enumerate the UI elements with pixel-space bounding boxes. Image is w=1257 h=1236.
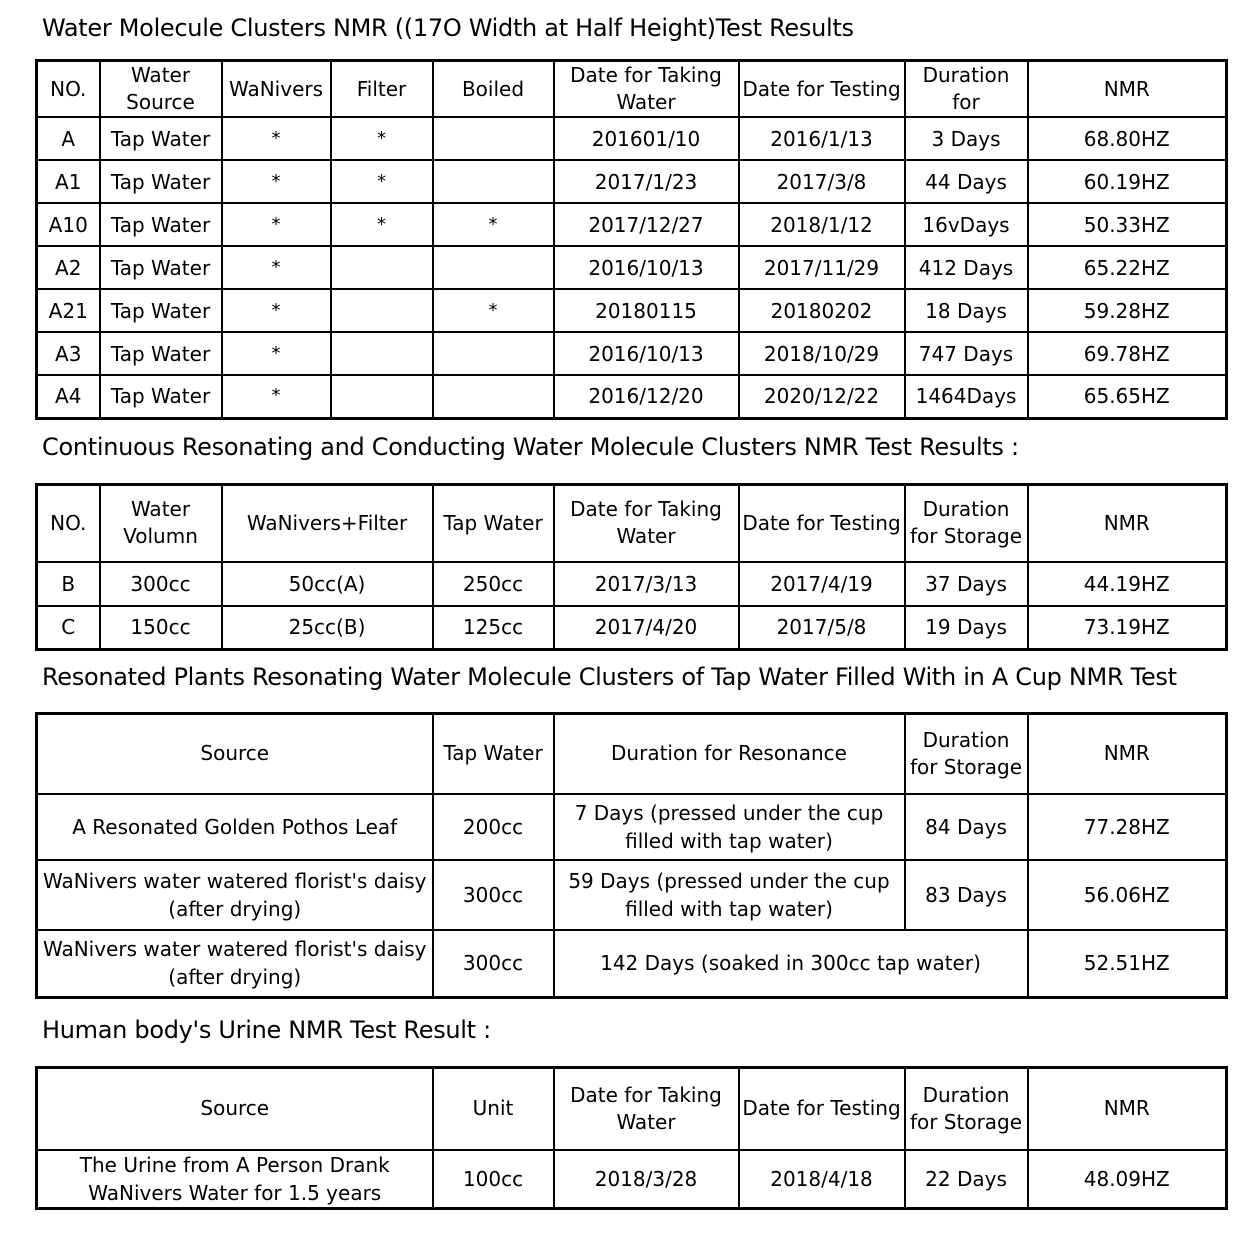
cell-source: Tap Water [100,160,222,203]
table-row [37,930,1227,998]
cell-nmr: 48.09HZ [1028,1150,1227,1209]
table-row [37,203,1227,246]
cell-volume: 150cc [100,606,222,650]
cell-wanivers: * [222,375,331,418]
cell-no: A21 [37,289,100,332]
cell-no: A3 [37,332,100,375]
cell-nmr: 69.78HZ [1028,332,1227,375]
header-cell: WaNivers+Filter [222,485,433,562]
table-row [37,1150,1227,1209]
cell-filter: * [331,160,433,203]
cell-nmr: 52.51HZ [1028,930,1227,998]
cell-wanivers: * [222,332,331,375]
water-clusters-table [35,59,1228,420]
cell-wanivers: * [222,203,331,246]
cell-unit: 100cc [433,1150,554,1209]
cell-filter [331,332,433,375]
table-header-row [37,1068,1227,1150]
cell-tap-water: 300cc [433,860,554,930]
cell-date-testing: 20180202 [739,289,905,332]
cell-source: A Resonated Golden Pothos Leaf [37,794,433,860]
cell-filter: * [331,117,433,160]
table-row [37,860,1227,930]
cell-date-taking: 2017/3/13 [554,562,739,606]
cell-filter [331,289,433,332]
cell-source: Tap Water [100,375,222,418]
cell-duration: 3 Days [905,117,1028,160]
cell-nmr: 73.19HZ [1028,606,1227,650]
cell-duration: 1464Days [905,375,1028,418]
cell-filter [331,375,433,418]
cell-duration: 412 Days [905,246,1028,289]
cell-nmr: 56.06HZ [1028,860,1227,930]
cell-date-taking: 2016/12/20 [554,375,739,418]
header-cell: Tap Water [433,714,554,794]
cell-date-testing: 2018/10/29 [739,332,905,375]
cell-duration: 37 Days [905,562,1028,606]
cell-source: Tap Water [100,246,222,289]
header-cell: Boiled [433,61,554,118]
table-row [37,606,1227,650]
cell-nmr: 77.28HZ [1028,794,1227,860]
cell-filter [331,246,433,289]
cell-wanivers: * [222,117,331,160]
cell-storage-duration: 84 Days [905,794,1028,860]
header-cell: Date for Testing [739,1068,905,1150]
cell-source: The Urine from A Person Drank WaNivers Water for 1.5 years [37,1150,433,1209]
cell-source: Tap Water [100,332,222,375]
cell-resonance-duration: 142 Days (soaked in 300cc tap water) [554,930,1028,998]
table-row [37,332,1227,375]
header-cell: Duration for Storage [905,485,1028,562]
cell-no: A10 [37,203,100,246]
cell-no: A4 [37,375,100,418]
cell-boiled [433,160,554,203]
header-cell: Filter [331,61,433,118]
cell-boiled [433,246,554,289]
cell-source: WaNivers water watered florist's daisy (after drying) [37,930,433,998]
cell-date-testing: 2016/1/13 [739,117,905,160]
cell-nmr: 44.19HZ [1028,562,1227,606]
cell-wanivers: * [222,289,331,332]
cell-source: WaNivers water watered florist's daisy (after drying) [37,860,433,930]
cell-duration: 19 Days [905,606,1028,650]
cell-date-testing: 2017/11/29 [739,246,905,289]
cell-tap-water: 250cc [433,562,554,606]
cell-no: A [37,117,100,160]
header-cell: Water Source [100,61,222,118]
cell-nmr: 65.22HZ [1028,246,1227,289]
cell-boiled [433,332,554,375]
header-cell: WaNivers [222,61,331,118]
cell-nmr: 60.19HZ [1028,160,1227,203]
table-header-row [37,485,1227,562]
header-cell: Source [37,1068,433,1150]
table-row [37,562,1227,606]
table-row [37,289,1227,332]
cell-source: Tap Water [100,117,222,160]
table-header-row [37,714,1227,794]
header-cell: Duration for [905,61,1028,118]
header-cell: Duration for Storage [905,1068,1028,1150]
cell-source: Tap Water [100,203,222,246]
cell-resonance-duration: 59 Days (pressed under the cup filled with tap water) [554,860,905,930]
cell-date-taking: 2017/1/23 [554,160,739,203]
header-cell: Date for Taking Water [554,61,739,118]
cell-no: C [37,606,100,650]
cell-wanivers-filter: 25cc(B) [222,606,433,650]
cell-source: Tap Water [100,289,222,332]
cell-boiled: * [433,203,554,246]
header-cell: Water Volumn [100,485,222,562]
cell-boiled: * [433,289,554,332]
cell-date-testing: 2018/1/12 [739,203,905,246]
header-cell: NMR [1028,1068,1227,1150]
cell-date-testing: 2017/4/19 [739,562,905,606]
cell-date-taking: 2017/12/27 [554,203,739,246]
cell-filter: * [331,203,433,246]
table2-title: Continuous Resonating and Conducting Water Molecule Clusters NMR Test Results : [42,433,1019,461]
cell-resonance-duration: 7 Days (pressed under the cup filled with tap water) [554,794,905,860]
cell-date-taking: 2018/3/28 [554,1150,739,1209]
header-cell: Date for Testing [739,61,905,118]
cell-tap-water: 200cc [433,794,554,860]
cell-date-testing: 2020/12/22 [739,375,905,418]
cell-nmr: 68.80HZ [1028,117,1227,160]
table-row [37,794,1227,860]
header-cell: Unit [433,1068,554,1150]
header-cell: NO. [37,485,100,562]
cell-nmr: 50.33HZ [1028,203,1227,246]
cell-date-taking: 2016/10/13 [554,246,739,289]
cell-duration: 44 Days [905,160,1028,203]
cell-duration: 18 Days [905,289,1028,332]
header-cell: Duration for Resonance [554,714,905,794]
cell-date-testing: 2017/5/8 [739,606,905,650]
cell-duration: 16vDays [905,203,1028,246]
table-header-row [37,61,1227,118]
header-cell: Source [37,714,433,794]
header-cell: NMR [1028,61,1227,118]
header-cell: NMR [1028,714,1227,794]
cell-date-taking: 20180115 [554,289,739,332]
table4-title: Human body's Urine NMR Test Result : [42,1016,491,1044]
header-cell: NMR [1028,485,1227,562]
header-cell: Tap Water [433,485,554,562]
cell-date-testing: 2017/3/8 [739,160,905,203]
cell-storage-duration: 83 Days [905,860,1028,930]
header-cell: NO. [37,61,100,118]
cell-duration: 747 Days [905,332,1028,375]
cell-volume: 300cc [100,562,222,606]
cell-tap-water: 125cc [433,606,554,650]
resonated-plants-table [35,712,1228,999]
cell-tap-water: 300cc [433,930,554,998]
header-cell: Duration for Storage [905,714,1028,794]
table-row [37,246,1227,289]
cell-duration: 22 Days [905,1150,1028,1209]
table3-title: Resonated Plants Resonating Water Molecule Clusters of Tap Water Filled With in A Cup NMR Test [42,663,1177,691]
cell-date-taking: 2017/4/20 [554,606,739,650]
header-cell: Date for Taking Water [554,1068,739,1150]
cell-wanivers-filter: 50cc(A) [222,562,433,606]
table-row [37,375,1227,418]
continuous-resonating-table [35,483,1228,651]
header-cell: Date for Taking Water [554,485,739,562]
cell-no: B [37,562,100,606]
table1-title: Water Molecule Clusters NMR ((17O Width at Half Height)Test Results [42,14,854,42]
cell-boiled [433,375,554,418]
cell-nmr: 59.28HZ [1028,289,1227,332]
cell-wanivers: * [222,246,331,289]
table-row [37,117,1227,160]
cell-boiled [433,117,554,160]
urine-test-table [35,1066,1228,1210]
header-cell: Date for Testing [739,485,905,562]
cell-nmr: 65.65HZ [1028,375,1227,418]
cell-no: A1 [37,160,100,203]
cell-date-taking: 201601/10 [554,117,739,160]
cell-date-taking: 2016/10/13 [554,332,739,375]
table-row [37,160,1227,203]
cell-date-testing: 2018/4/18 [739,1150,905,1209]
cell-no: A2 [37,246,100,289]
cell-wanivers: * [222,160,331,203]
